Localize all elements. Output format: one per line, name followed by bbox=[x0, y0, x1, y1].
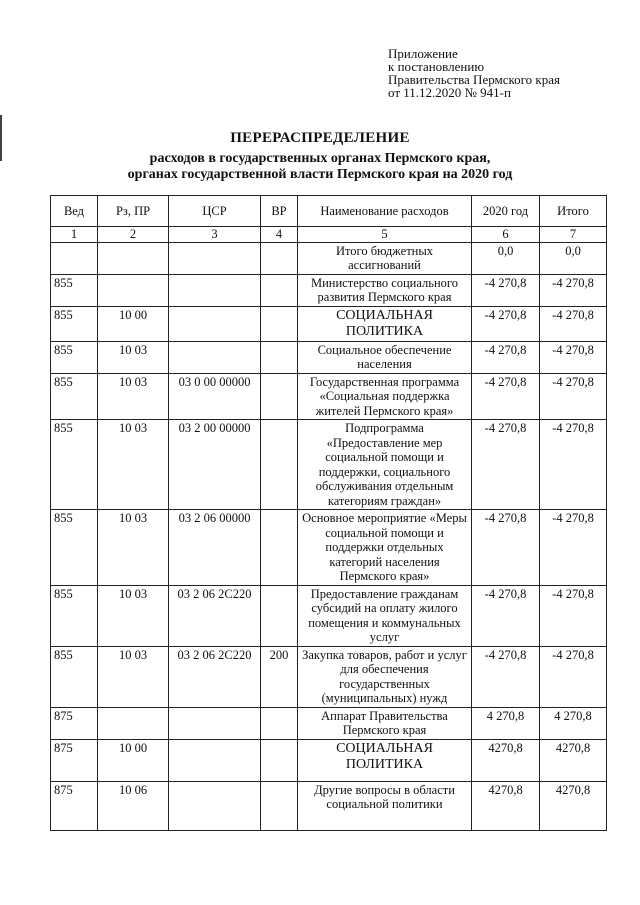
appendix-line: Приложение bbox=[388, 46, 458, 61]
appendix-line: к постановлению bbox=[388, 59, 485, 74]
header-total: Итого bbox=[540, 196, 607, 227]
cell-total: -4 270,8 bbox=[540, 306, 607, 341]
cell-name: Предоставление гражданам субсидий на оплату жилого помещения и коммунальных услуг bbox=[298, 585, 472, 646]
cell-vr bbox=[261, 707, 298, 739]
cell-name: Социальное обеспечение населения bbox=[298, 341, 472, 373]
col-number: 7 bbox=[540, 227, 607, 243]
cell-csr bbox=[169, 781, 261, 830]
cell-csr bbox=[169, 242, 261, 274]
cell-csr: 03 2 06 00000 bbox=[169, 510, 261, 586]
cell-2020: -4 270,8 bbox=[472, 341, 540, 373]
table-row bbox=[51, 646, 607, 707]
cell-total: 4 270,8 bbox=[540, 707, 607, 739]
cell-rz-pr bbox=[98, 707, 169, 739]
cell-rz-pr: 10 03 bbox=[98, 420, 169, 510]
cell-csr bbox=[169, 707, 261, 739]
cell-ved bbox=[51, 242, 98, 274]
header-2020: 2020 год bbox=[472, 196, 540, 227]
subtitle-line: расходов в государственных органах Пермского края, bbox=[149, 151, 491, 166]
cell-csr bbox=[169, 306, 261, 341]
document-subtitle bbox=[0, 151, 640, 183]
cell-ved: 875 bbox=[51, 781, 98, 830]
cell-name: Аппарат Правительства Пермского края bbox=[298, 707, 472, 739]
cell-total: -4 270,8 bbox=[540, 274, 607, 306]
cell-vr bbox=[261, 781, 298, 830]
cell-name: Итого бюджетных ассигнований bbox=[298, 242, 472, 274]
cell-2020: -4 270,8 bbox=[472, 274, 540, 306]
cell-name: Государственная программа «Социальная поддержка жителей Пермского края» bbox=[298, 373, 472, 420]
cell-ved: 875 bbox=[51, 707, 98, 739]
table-row bbox=[51, 510, 607, 586]
col-number: 4 bbox=[261, 227, 298, 243]
cell-total: -4 270,8 bbox=[540, 585, 607, 646]
cell-name: Закупка товаров, работ и услуг для обеспечения государственных (муниципальных) нужд bbox=[298, 646, 472, 707]
cell-vr bbox=[261, 739, 298, 781]
cell-ved: 855 bbox=[51, 341, 98, 373]
table-row bbox=[51, 373, 607, 420]
table-row bbox=[51, 242, 607, 274]
cell-ved: 855 bbox=[51, 420, 98, 510]
cell-vr bbox=[261, 341, 298, 373]
cell-name: СОЦИАЛЬНАЯ ПОЛИТИКА bbox=[298, 306, 472, 341]
header-csr: ЦСР bbox=[169, 196, 261, 227]
column-number-row bbox=[51, 227, 607, 243]
cell-ved: 855 bbox=[51, 274, 98, 306]
cell-2020: -4 270,8 bbox=[472, 646, 540, 707]
cell-rz-pr: 10 00 bbox=[98, 739, 169, 781]
cell-ved: 855 bbox=[51, 646, 98, 707]
cell-name: Другие вопросы в области социальной политики bbox=[298, 781, 472, 830]
col-number: 3 bbox=[169, 227, 261, 243]
cell-total: -4 270,8 bbox=[540, 510, 607, 586]
header-ved: Вед bbox=[51, 196, 98, 227]
col-number: 5 bbox=[298, 227, 472, 243]
table-row bbox=[51, 739, 607, 781]
cell-rz-pr: 10 03 bbox=[98, 373, 169, 420]
header-rz-pr: Рз, ПР bbox=[98, 196, 169, 227]
cell-csr: 03 2 06 2С220 bbox=[169, 646, 261, 707]
table-row bbox=[51, 585, 607, 646]
cell-2020: 4 270,8 bbox=[472, 707, 540, 739]
table-row bbox=[51, 306, 607, 341]
cell-ved: 855 bbox=[51, 306, 98, 341]
cell-vr bbox=[261, 420, 298, 510]
cell-2020: -4 270,8 bbox=[472, 510, 540, 586]
cell-rz-pr: 10 03 bbox=[98, 341, 169, 373]
cell-rz-pr bbox=[98, 242, 169, 274]
cell-total: -4 270,8 bbox=[540, 420, 607, 510]
appendix-block bbox=[388, 47, 560, 99]
cell-vr bbox=[261, 242, 298, 274]
cell-ved: 855 bbox=[51, 585, 98, 646]
cell-name: Подпрограмма «Предоставление мер социальной помощи и поддержки, социального обслуживания отдельным категориям граждан» bbox=[298, 420, 472, 510]
document-title: ПЕРЕРАСПРЕДЕЛЕНИЕ bbox=[230, 130, 410, 146]
cell-rz-pr: 10 00 bbox=[98, 306, 169, 341]
cell-rz-pr bbox=[98, 274, 169, 306]
table-header-row bbox=[51, 196, 607, 227]
cell-vr bbox=[261, 274, 298, 306]
cell-name: Основное мероприятие «Меры социальной помощи и поддержки отдельных категорий населения Пермского края» bbox=[298, 510, 472, 586]
cell-ved: 855 bbox=[51, 510, 98, 586]
cell-total: -4 270,8 bbox=[540, 373, 607, 420]
cell-vr bbox=[261, 585, 298, 646]
cell-csr: 03 2 06 2С220 bbox=[169, 585, 261, 646]
table-row bbox=[51, 781, 607, 830]
cell-name: СОЦИАЛЬНАЯ ПОЛИТИКА bbox=[298, 739, 472, 781]
col-number: 2 bbox=[98, 227, 169, 243]
cell-csr bbox=[169, 341, 261, 373]
cell-vr bbox=[261, 373, 298, 420]
cell-csr bbox=[169, 739, 261, 781]
cell-total: 4270,8 bbox=[540, 781, 607, 830]
budget-table bbox=[50, 195, 607, 831]
cell-2020: -4 270,8 bbox=[472, 420, 540, 510]
cell-total: 0,0 bbox=[540, 242, 607, 274]
col-number: 6 bbox=[472, 227, 540, 243]
appendix-line: от 11.12.2020 № 941-п bbox=[388, 85, 511, 100]
cell-2020: -4 270,8 bbox=[472, 306, 540, 341]
table-row bbox=[51, 707, 607, 739]
col-number: 1 bbox=[51, 227, 98, 243]
cell-csr: 03 2 00 00000 bbox=[169, 420, 261, 510]
cell-name: Министерство социального развития Пермского края bbox=[298, 274, 472, 306]
cell-2020: -4 270,8 bbox=[472, 585, 540, 646]
cell-2020: 4270,8 bbox=[472, 781, 540, 830]
cell-csr: 03 0 00 00000 bbox=[169, 373, 261, 420]
cell-rz-pr: 10 03 bbox=[98, 510, 169, 586]
cell-total: 4270,8 bbox=[540, 739, 607, 781]
table-row bbox=[51, 420, 607, 510]
cell-ved: 875 bbox=[51, 739, 98, 781]
subtitle-line: органах государственной власти Пермского края на 2020 год bbox=[127, 167, 513, 182]
table-row bbox=[51, 274, 607, 306]
table-row bbox=[51, 341, 607, 373]
header-vr: ВР bbox=[261, 196, 298, 227]
cell-rz-pr: 10 06 bbox=[98, 781, 169, 830]
cell-vr: 200 bbox=[261, 646, 298, 707]
cell-2020: 4270,8 bbox=[472, 739, 540, 781]
cell-rz-pr: 10 03 bbox=[98, 585, 169, 646]
cell-rz-pr: 10 03 bbox=[98, 646, 169, 707]
cell-ved: 855 bbox=[51, 373, 98, 420]
cell-csr bbox=[169, 274, 261, 306]
cell-2020: 0,0 bbox=[472, 242, 540, 274]
cell-vr bbox=[261, 306, 298, 341]
cell-vr bbox=[261, 510, 298, 586]
cell-total: -4 270,8 bbox=[540, 341, 607, 373]
appendix-line: Правительства Пермского края bbox=[388, 72, 560, 87]
header-name: Наименование расходов bbox=[298, 196, 472, 227]
cell-2020: -4 270,8 bbox=[472, 373, 540, 420]
cell-total: -4 270,8 bbox=[540, 646, 607, 707]
